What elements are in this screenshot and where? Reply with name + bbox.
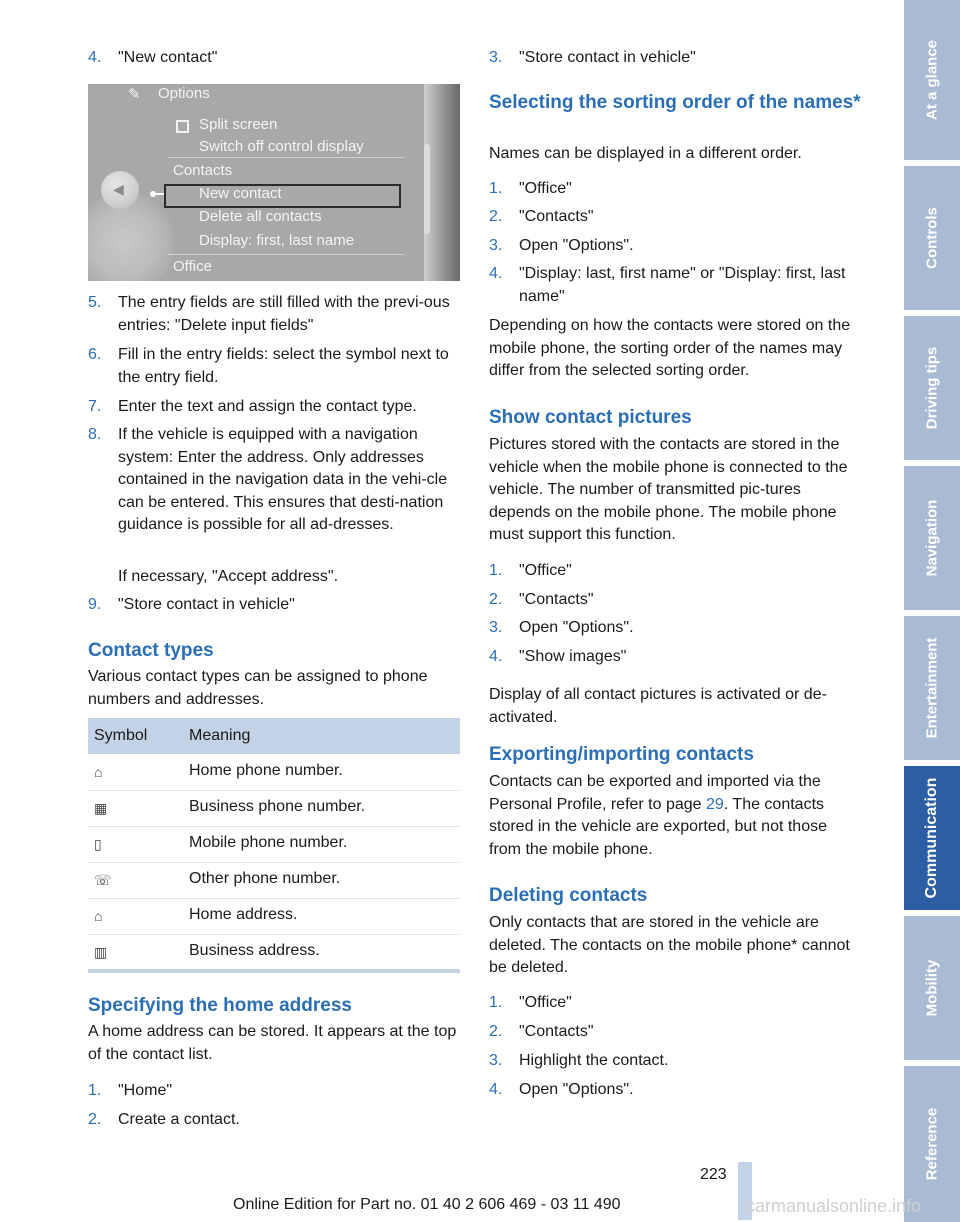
tab-communication[interactable] bbox=[904, 766, 960, 910]
item-number: 9. bbox=[88, 596, 102, 613]
item-number: 4. bbox=[489, 648, 503, 665]
table-row bbox=[88, 754, 460, 791]
tab-label: Navigation bbox=[923, 499, 941, 577]
item-number: 5. bbox=[88, 294, 102, 311]
heading-contact-types: Contact types bbox=[88, 640, 214, 661]
idrive-screenshot bbox=[88, 84, 460, 281]
list-item bbox=[88, 594, 460, 617]
item-number: 4. bbox=[88, 49, 102, 66]
item-number: 2. bbox=[489, 208, 503, 225]
item-text: Open "Options". bbox=[519, 1081, 634, 1098]
item-text: "Store contact in vehicle" bbox=[118, 596, 295, 613]
list-item bbox=[489, 589, 861, 612]
table-row bbox=[88, 790, 460, 827]
checkbox-icon bbox=[176, 120, 189, 133]
item-text: "Contacts" bbox=[519, 591, 594, 608]
list-item bbox=[88, 424, 460, 537]
home-address-icon: ⌂ bbox=[94, 908, 103, 924]
paragraph: Only contacts that are stored in the vehicle are deleted. The contacts on the mobile phone* cannot be deleted. bbox=[489, 914, 850, 976]
item-text: "Store contact in vehicle" bbox=[519, 49, 696, 66]
item-number: 1. bbox=[489, 180, 503, 197]
item-text: If necessary, "Accept address". bbox=[118, 568, 339, 585]
item-text: "Display: last, first name" or "Display: first, last name" bbox=[519, 265, 846, 305]
item-number: 3. bbox=[489, 49, 503, 66]
controller-knob bbox=[88, 192, 175, 281]
table-row bbox=[88, 826, 460, 863]
list-item bbox=[489, 178, 861, 201]
other-phone-icon: ☏ bbox=[94, 872, 112, 888]
item-text: "Home" bbox=[118, 1082, 173, 1099]
paragraph: A home address can be stored. It appears at the top of the contact list. bbox=[88, 1023, 457, 1063]
item-number: 4. bbox=[489, 265, 503, 282]
table-row bbox=[88, 898, 460, 935]
tab-label: Mobility bbox=[923, 959, 941, 1017]
item-text: "Office" bbox=[519, 562, 572, 579]
screen-bezel-highlight bbox=[424, 144, 430, 234]
watermark: carmanualsonline.info bbox=[746, 1196, 922, 1216]
item-number: 3. bbox=[489, 619, 503, 636]
item-text: "Contacts" bbox=[519, 1023, 594, 1040]
list-item bbox=[489, 206, 861, 229]
tab-mobility[interactable] bbox=[904, 916, 960, 1060]
item-text: "Show images" bbox=[519, 648, 627, 665]
paragraph: Names can be displayed in a different order. bbox=[489, 145, 802, 162]
menu-item-new-contact: New contact bbox=[199, 185, 282, 202]
tab-at-a-glance[interactable] bbox=[904, 0, 960, 160]
item-number: 7. bbox=[88, 398, 102, 415]
tab-label: Controls bbox=[923, 207, 941, 269]
list-item bbox=[489, 992, 861, 1015]
tab-driving-tips[interactable] bbox=[904, 316, 960, 460]
item-number: 1. bbox=[489, 994, 503, 1011]
list-item bbox=[489, 47, 861, 70]
item-text: "New contact" bbox=[118, 49, 218, 66]
list-item bbox=[489, 617, 861, 640]
list-item bbox=[489, 1021, 861, 1044]
paragraph: Various contact types can be assigned to phone numbers and addresses. bbox=[88, 668, 428, 708]
chapter-tabs bbox=[904, 0, 960, 1222]
tab-controls[interactable] bbox=[904, 166, 960, 310]
menu-section-contacts: Contacts bbox=[173, 162, 233, 179]
menu-item-delete-all: Delete all contacts bbox=[199, 208, 322, 225]
mobile-phone-icon: ▯ bbox=[94, 836, 102, 852]
paragraph-exporting bbox=[489, 771, 861, 861]
item-text: Open "Options". bbox=[519, 237, 634, 254]
paragraph: Pictures stored with the contacts are stored in the vehicle when the mobile phone is connected to the vehicle. The number of transmitted pic‐tures depends on the mobile phone. The mobile phone must support this function. bbox=[489, 436, 848, 543]
item-number: 2. bbox=[489, 1023, 503, 1040]
tab-label: Communication bbox=[923, 777, 940, 899]
paragraph-text: . The contacts stored in the vehicle are exported, but not those from the mobile phone. bbox=[489, 795, 827, 858]
item-text: "Office" bbox=[519, 994, 572, 1011]
item-text: Open "Options". bbox=[519, 619, 634, 636]
tab-label: Reference bbox=[923, 1107, 941, 1181]
table-cell: Other phone number. bbox=[189, 870, 341, 887]
paragraph-text: Contacts can be exported and imported via the Personal Profile, refer to page bbox=[489, 773, 821, 813]
item-text: "Contacts" bbox=[519, 208, 594, 225]
item-text: Fill in the entry fields: select the symbol next to the entry field. bbox=[118, 346, 449, 386]
paragraph: Display of all contact pictures is activated or de‐activated. bbox=[489, 686, 827, 726]
page-number: 223 bbox=[700, 1166, 727, 1183]
table-row bbox=[88, 934, 460, 971]
table-cell: Home address. bbox=[189, 906, 298, 923]
item-text: Enter the text and assign the contact type. bbox=[118, 398, 417, 415]
table-cell: Mobile phone number. bbox=[189, 834, 348, 851]
item-number: 6. bbox=[88, 346, 102, 363]
item-number: 3. bbox=[489, 237, 503, 254]
menu-item-switch-off: Switch off control display bbox=[199, 138, 364, 155]
table-bottom-rule bbox=[88, 969, 460, 973]
item-text: If the vehicle is equipped with a navigation system: Enter the address. Only addresses contained in the navigation data in the vehi‐cle can be entered. This ensures that desti‐nation guidance is possible for all ad‐dresses. bbox=[118, 426, 448, 533]
list-item bbox=[88, 47, 460, 70]
menu-section-office: Office bbox=[173, 258, 212, 275]
list-item bbox=[489, 560, 861, 583]
list-item bbox=[489, 235, 861, 258]
tab-label: At a glance bbox=[923, 39, 941, 121]
page-link[interactable]: 29 bbox=[706, 795, 724, 813]
list-item bbox=[88, 396, 460, 419]
item-number: 1. bbox=[88, 1082, 102, 1099]
list-item-continuation bbox=[88, 566, 460, 589]
heading-deleting: Deleting contacts bbox=[489, 885, 648, 906]
options-titlebar bbox=[88, 84, 460, 106]
footer-edition: Online Edition for Part no. 01 40 2 606 469 - 03 11 490 bbox=[233, 1196, 621, 1213]
list-item bbox=[489, 646, 861, 669]
table-cell: Home phone number. bbox=[189, 762, 343, 779]
table-row bbox=[88, 862, 460, 899]
options-title: Options bbox=[158, 85, 210, 102]
tab-navigation[interactable] bbox=[904, 466, 960, 610]
table-cell: Business address. bbox=[189, 942, 320, 959]
home-phone-icon: ⌂ bbox=[94, 764, 103, 780]
tab-label: Entertainment bbox=[923, 637, 941, 739]
column-header-symbol: Symbol bbox=[94, 727, 148, 744]
menu-item-display-order: Display: first, last name bbox=[199, 232, 355, 249]
list-item bbox=[88, 1109, 460, 1132]
paragraph: Depending on how the contacts were stored on the mobile phone, the sorting order of the names may differ from the selected sorting order. bbox=[489, 317, 851, 379]
item-text: Create a contact. bbox=[118, 1111, 240, 1128]
list-item bbox=[88, 292, 460, 337]
tab-label: Driving tips bbox=[923, 346, 941, 430]
item-number: 2. bbox=[489, 591, 503, 608]
heading-contact-pictures: Show contact pictures bbox=[489, 407, 692, 428]
item-number: 8. bbox=[88, 426, 102, 443]
business-address-icon: ▥ bbox=[94, 944, 108, 960]
item-number: 3. bbox=[489, 1052, 503, 1069]
heading-sorting-order: Selecting the sorting order of the names* bbox=[489, 92, 861, 113]
item-text: Highlight the contact. bbox=[519, 1052, 669, 1069]
item-text: The entry fields are still filled with the previ‐ous entries: "Delete input fields" bbox=[118, 294, 450, 334]
list-item bbox=[88, 344, 460, 389]
controller-arrow-icon: ◀ bbox=[113, 181, 124, 197]
table-cell: Business phone number. bbox=[189, 798, 366, 815]
heading-home-address: Specifying the home address bbox=[88, 995, 352, 1016]
menu-item-split-screen: Split screen bbox=[199, 116, 278, 133]
item-number: 2. bbox=[88, 1111, 102, 1128]
heading-exporting: Exporting/importing contacts bbox=[489, 744, 754, 765]
item-text: "Office" bbox=[519, 180, 572, 197]
item-number: 1. bbox=[489, 562, 503, 579]
options-icon: ✎ bbox=[128, 86, 141, 103]
tab-entertainment[interactable] bbox=[904, 616, 960, 760]
item-number: 4. bbox=[489, 1081, 503, 1098]
menu-divider bbox=[168, 157, 404, 158]
list-item bbox=[489, 1050, 861, 1073]
list-item bbox=[489, 263, 861, 308]
list-item bbox=[489, 1079, 861, 1102]
menu-divider bbox=[168, 254, 404, 255]
table-header bbox=[88, 718, 460, 754]
business-phone-icon: ▦ bbox=[94, 800, 108, 816]
list-item bbox=[88, 1080, 460, 1103]
column-header-meaning: Meaning bbox=[189, 727, 251, 744]
